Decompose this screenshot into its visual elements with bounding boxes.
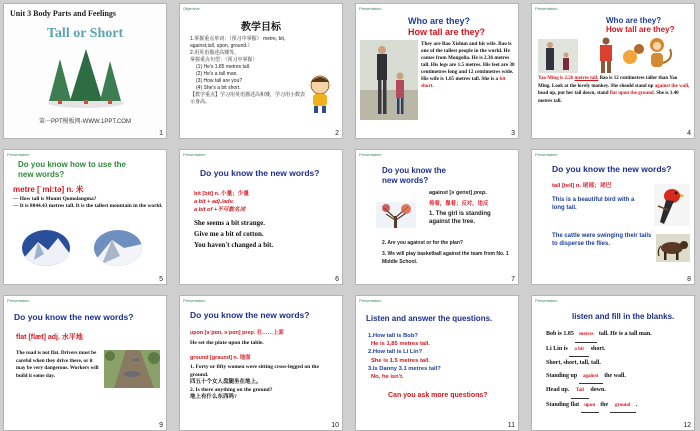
slide-tag: Presentation [535,152,558,157]
blank-against: against [579,371,603,385]
slide-heading: 教学目标 [241,22,281,33]
word-flat: flat [flæt] adj. 水平地 [16,334,83,341]
ground-example-2: 2. Is there anything on the ground? [190,386,273,393]
description-body: They are Bao Xishun and his wife. Bao is one of the tallest people in the world. He comes from Mongolia. He is 2.36 metres tall. His legs are 1.5 metres. His feet are 38 centimetres long and 12 centimetres wide. His wife is 1.65 metres tall. She is a [421,41,515,82]
example-3: You haven't changed a bit. [194,241,274,249]
word-metre: metre [ˈmi:tə] n. 米 [13,185,84,194]
sentence-4: (4) She's a bit short. [196,85,241,91]
description-highlight: bit short. [421,76,506,89]
slide-thumbnail-8[interactable] [531,149,695,285]
against-phrase: against the wall, [654,83,690,89]
line-6-mid: the [600,401,609,408]
monkey-metres: metres tall. [538,98,562,104]
description-text [421,41,515,90]
slide-tag: Presentation [359,6,382,11]
objective-1: 1.掌握重点单词：（预习中掌握） metre, bit, against,tall, upon, ground.） [190,36,286,49]
slide-number: 10 [331,422,339,429]
question-who: Who are they? [606,16,662,25]
slide-tag: Presentation [183,298,206,303]
study-focus: 【教学重点】学习用英语描述高和矮，学习用小数表示身高。 [190,92,306,105]
muddy-road-image [104,350,160,388]
line-4-start: Standing up [546,372,578,379]
slide-number: 3 [511,130,515,137]
word-against [429,190,487,196]
slide-number: 11 [507,422,515,429]
line-2 [546,343,692,358]
qa-list [368,332,441,381]
word-upon: upon [əˈpɒn, əˈpɑn] prep. 在……上面 [190,330,284,336]
slide-number: 12 [683,422,691,429]
slide-number: 1 [159,130,163,137]
slide-number: 9 [159,422,163,429]
line-4 [546,370,692,385]
footer-text: 第一PPT模板网-WWW.1PPT.COM [39,119,131,125]
line-5-start: Head up. [546,387,570,393]
slide-thumbnail-9[interactable] [3,295,167,431]
blank-metres: metres [575,329,597,343]
slide-thumbnail-10[interactable] [179,295,343,431]
answer-2: She is 1.5 metres tall. [371,357,430,364]
description-text [538,75,690,105]
slide-number: 2 [335,130,339,137]
slide-tag: Presentation [7,298,30,303]
ground-example-2-cn: 地上有什么东西吗? [190,394,237,400]
yao-ming-metres: metres tall. [574,76,599,81]
slide-number: 5 [159,276,163,283]
line-5-end: down. [590,387,606,393]
slide-tag: Objective [183,6,200,11]
cartoon-student-icon [306,74,334,114]
blank-upon: upon [581,400,599,414]
slide-thumbnail-12[interactable] [531,295,695,431]
flat-upon-phrase: flat upon the ground. [609,91,655,96]
slide-number: 7 [511,276,515,283]
bao-comparison: Bao is 12 centimetres taller than Yao Ming. [538,76,678,89]
slide-heading: listen and fill in the blanks. [572,312,675,321]
line-6 [546,399,692,414]
question-3: 3.Is Danny 3.1 metres tall? [368,365,441,372]
lesson-title: Tall or Short [46,26,124,41]
slide-tag: Presentation [7,152,30,157]
slide-tag: Presentation [183,152,206,157]
word-bit: bit [bit] n. 小量；少量 [194,191,249,197]
objective-2: 2.用英语描述高矮等。 [190,50,240,56]
line-1 [546,328,692,343]
slide-number: 6 [335,276,339,283]
line-1-start: Bob is 1.85 [546,331,574,337]
slide-thumbnail-7[interactable] [355,149,519,285]
people-and-monkey-photos [538,35,688,73]
ground-example-1: 1. Forty or fifty women were sitting cross-legged on the ground. [190,364,319,378]
sentence-3: (3) How tall are you? [196,78,243,84]
line-6-end: . [635,401,638,408]
slide-number: 8 [687,276,691,283]
example-answer: — It is 8844.43 metres tall. It is the tallest mountain in the world. [13,203,163,209]
slide-tag: Presentation [535,298,558,303]
blank-a-bit: a bit [569,344,589,358]
example-2: Give me a bit of cotton. [194,230,264,238]
slide-tag: Presentation [535,6,558,11]
example-question: — How tall is Mount Qomolangma? [13,196,97,202]
more-questions-prompt: Can you ask more questions? [388,392,488,399]
mountain-photo-2 [94,230,142,266]
yao-ming-height: Yao Ming is 2.26 [538,76,574,81]
word-ground: ground [graund] n. 地面 [190,355,251,361]
slide-thumbnail-4[interactable] [531,3,695,139]
question-who: Who are they? [408,16,471,26]
slide-tag: Presentation [359,152,382,157]
example-2: 2. Are you against or for the plan? [382,240,463,246]
line-2-end: short. [590,345,606,352]
sentence-1: (1) He's 1.85 metres tall. [196,64,251,70]
trees-image [46,47,126,109]
example-1: She seems a bit strange. [194,219,265,227]
example-2: The cattle were swinging their tails to disperse the flies. [552,233,652,247]
slide-heading: Do you know the new words? [552,164,672,174]
question-1: 1.How tall is Bob? [368,333,418,339]
flat-description: The road is not flat. Drivers must be careful when they drive there, or it may be very dangerous. Workers will build it some day. [16,350,99,379]
slide-thumbnail-6[interactable] [179,149,343,285]
example-1: This is a beautiful bird with a long tail. [552,197,635,211]
monkey-height: She is 1.40 [656,91,679,96]
unit-title: Unit 3 Body Parts and Feelings [10,9,117,18]
slide-heading: Do you know the new words? [14,312,134,322]
slide-heading: Do you know how to use the new words? [18,160,126,179]
slide-heading: Do you know the new words? [382,166,446,185]
example-sentences [194,218,273,251]
objective-3: 掌握重点句型：（预习中掌握） [190,57,258,63]
line-3: Short, short, tall, tall. [546,360,601,366]
example-text [13,196,163,210]
blank-ground: ground [610,400,636,414]
winter-tree-image [376,202,416,232]
usage-2: a bit of +不可数名词 [194,207,246,213]
example-1: 1. The girl is standing against the tree. [429,211,491,225]
line-5 [546,384,692,399]
question-how-tall: How tall are they? [606,25,675,34]
line-2-start: Li Lin is [546,345,568,352]
question-how-tall: How tall are they? [408,27,486,37]
answer-1: He is 1.85 metres tall. [371,341,430,348]
line-6-start: Standing flat [546,401,580,408]
word-meaning: 倚着，靠着；反对，违反 [429,201,489,207]
objectives-list [190,36,308,106]
ground-example-1-cn: 四五十个女人盘腿坐在地上。 [190,379,262,385]
word-phonetic: against [əˈgenst] [429,190,473,196]
fill-blank-lines [546,328,692,413]
usage-1: a bit + adj./adv. [194,199,234,205]
part-of-speech: prep. [473,190,487,196]
line-4-end: the wall. [604,372,626,379]
couple-photo [360,40,418,120]
line-1-end: tall. He is a tall man. [598,331,652,337]
mountain-photo-1 [22,230,70,266]
slide-heading: Do you know the new words? [200,168,320,178]
head-up-phrase: head up, put her tail down, stand [538,91,609,96]
slide-thumbnail-1[interactable] [3,3,167,139]
word-tail: tail [teil] n. 尾部；尾巴 [552,183,612,189]
sentence-2: (2) He's a tall man. [196,71,238,77]
question-2: 2.How tall is Li Lin? [368,349,423,356]
upon-example: He set the plate upon the table. [190,340,264,346]
ground-examples [190,364,336,402]
monkey-description: Look at the lovely monkey. She should stand up [551,83,654,89]
slide-tag: Presentation [359,298,382,303]
slide-heading: Listen and answer the questions. [366,314,493,323]
blank-tail: Tail [571,385,589,399]
slide-number: 4 [687,130,691,137]
slide-thumbnail-2[interactable] [179,3,343,139]
example-3: 3. We will play basketball against the team from No. 1 Middle School. [382,251,509,265]
cattle-image [656,234,690,262]
slide-thumbnail-5[interactable] [3,149,167,285]
word-definitions [194,190,249,214]
answer-3: No, he isn't. [371,374,404,381]
bird-image [654,184,690,226]
slide-heading: Do you know the new words? [190,310,310,320]
slide-thumbnail-11[interactable] [355,295,519,431]
slide-thumbnail-3[interactable] [355,3,519,139]
